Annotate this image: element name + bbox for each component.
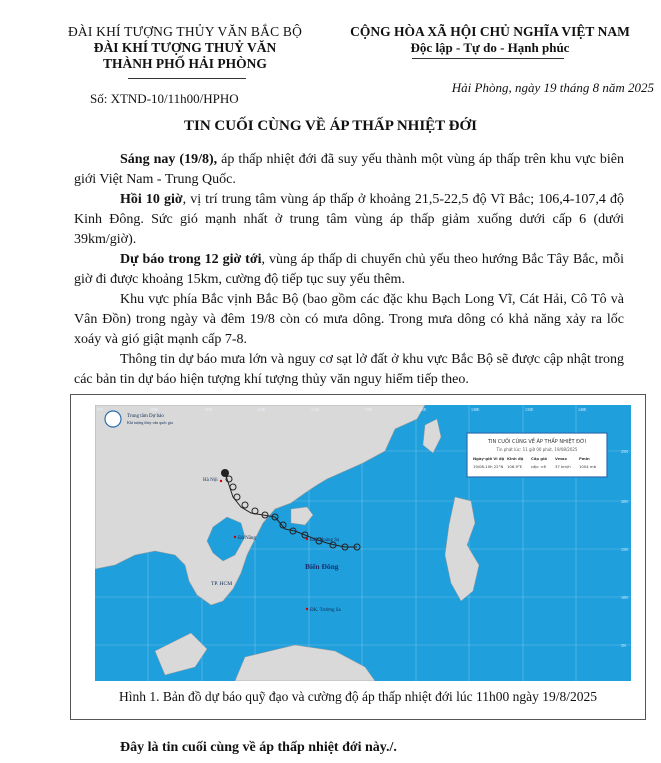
- lat-tick-label: 20N: [621, 499, 628, 504]
- legend-cell: 106.9°E: [507, 464, 523, 469]
- lon-tick-label: 100E: [150, 407, 159, 412]
- paragraph-text: , vị trí trung tâm vùng áp thấp ở khoảng 21,5-22,5 độ Vĩ Bắc; 106,4-107,4 độ Kinh Đông. Sức gió mạnh nhất ở trung tâm vùng áp thấp giảm xuống dưới cấp 6 (dưới 39km/giờ).: [74, 192, 624, 247]
- lon-tick-label: 95E: [97, 407, 104, 412]
- legend-header: Kinh độ: [507, 456, 524, 461]
- issue-date: Hải Phòng, ngày 19 tháng 8 năm 2025: [451, 80, 654, 95]
- island-label: ĐK. Hoàng Sa: [310, 538, 340, 543]
- paragraph: [74, 250, 624, 290]
- forecast-figure: [70, 394, 646, 720]
- paragraph-lead: Hồi 10 giờ: [120, 192, 183, 207]
- motto: Độc lập - Tự do - Hạnh phúc: [410, 40, 570, 55]
- forecast-map: [95, 405, 631, 681]
- legend-title: TIN CUỐI CÙNG VỀ ÁP THẤP NHIỆT ĐỚI: [487, 439, 587, 445]
- paragraph-text: Khu vực phía Bắc vịnh Bắc Bộ (bao gồm các đặc khu Bạch Long Vĩ, Cát Hải, Cô Tô và Vân Đồn) trong ngày và đêm 19/8 còn có mưa dông. Trong mưa dông có khả năng xảy ra lốc xoáy và gió giật mạnh cấp 7-8.: [74, 292, 624, 347]
- paragraph: [74, 190, 624, 250]
- paragraph-text: Thông tin dự báo mưa lớn và nguy cơ sạt lở đất ở khu vực Bắc Bộ sẽ được cập nhật trong các bản tin dự báo hiện tượng khí tượng thủy văn nguy hiểm tiếp theo.: [74, 352, 624, 387]
- document-number: Số: XTND-10/11h00/HPHO: [90, 91, 239, 106]
- lon-tick-label: 130E: [471, 407, 480, 412]
- city-marker-icon: [234, 536, 236, 538]
- legend-box: [467, 433, 607, 477]
- paragraph: [74, 290, 624, 350]
- divider: [412, 58, 564, 59]
- lat-tick-label: 25N: [621, 449, 628, 454]
- lat-tick-label: 10N: [621, 595, 628, 600]
- paragraph-text: áp thấp nhiệt đới đã suy yếu thành một vùng áp thấp trên khu vực biên giới Việt Nam - Trung Quốc.: [74, 152, 624, 187]
- divider: [128, 78, 246, 79]
- legend-header: Vmax: [555, 456, 567, 461]
- legend-header: Cấp gió: [531, 456, 548, 461]
- closing-statement: Đây là tin cuối cùng về áp thấp nhiệt đới này./.: [120, 740, 397, 755]
- city-marker-icon: [220, 480, 222, 482]
- island-marker-icon: [306, 608, 308, 610]
- sea-label: Biển Đông: [305, 562, 339, 571]
- island-marker-icon: [306, 538, 308, 540]
- paragraph-text: , vùng áp thấp di chuyển chủ yếu theo hướng Bắc Tây Bắc, mỗi giờ đi được khoảng 15km, cường độ tiếp tục suy yếu thêm.: [74, 252, 625, 287]
- agency-name: ĐÀI KHÍ TƯỢNG THUỶ VĂN: [93, 40, 277, 55]
- island-label: ĐK. Trường Sa: [310, 608, 341, 613]
- city-label: Đà Nẵng: [238, 536, 256, 541]
- legend-cell: cấp: <6: [531, 464, 546, 469]
- lat-tick-label: 5N: [621, 643, 626, 648]
- city-label: TP. HCM: [211, 581, 233, 587]
- paragraph-lead: Sáng nay (19/8),: [120, 152, 218, 167]
- legend-header: Pmin: [579, 456, 590, 461]
- lon-tick-label: 115E: [311, 407, 320, 412]
- figure-caption: Hình 1. Bản đồ dự báo quỹ đạo và cường độ áp thấp nhiệt đới lúc 11h00 ngày 19/8/2025: [119, 689, 597, 704]
- current-position-icon: [221, 469, 229, 477]
- country-name: CỘNG HÒA XÃ HỘI CHỦ NGHĨA VIỆT NAM: [350, 24, 630, 39]
- logo-subtext: Khí tượng thủy văn quốc gia: [127, 420, 173, 425]
- paragraph: [74, 350, 624, 390]
- legend-issued: Tin phát lúc: 11 giờ 00 phút, 19/08/2025: [496, 447, 578, 452]
- lon-tick-label: 135E: [525, 407, 534, 412]
- agency-logo-icon: [105, 411, 121, 427]
- national-header: [332, 24, 648, 56]
- city-label: Hà Nội: [203, 478, 218, 483]
- legend-header: Ngày-giờ Vĩ độ: [473, 456, 505, 461]
- lon-tick-label: 110E: [257, 407, 266, 412]
- logo-text: Trung tâm Dự báo: [127, 414, 164, 419]
- agency-city: THÀNH PHỐ HẢI PHÒNG: [103, 56, 267, 71]
- paragraph-lead: Dự báo trong 12 giờ tới: [120, 252, 262, 267]
- document-title: TIN CUỐI CÙNG VỀ ÁP THẤP NHIỆT ĐỚI: [184, 118, 477, 134]
- lon-tick-label: 140E: [578, 407, 587, 412]
- body-text: [74, 150, 624, 390]
- agency-header: [40, 24, 330, 72]
- paragraph: [74, 150, 624, 190]
- legend-cell: 19/08-10h 22°N: [473, 464, 504, 469]
- legend-cell: 1004 mb: [579, 464, 596, 469]
- lon-tick-label: 125E: [418, 407, 427, 412]
- agency-parent: ĐÀI KHÍ TƯỢNG THỦY VĂN BẮC BỘ: [67, 24, 303, 39]
- lat-tick-label: 15N: [621, 547, 628, 552]
- lon-tick-label: 120E: [364, 407, 373, 412]
- lon-tick-label: 105E: [204, 407, 213, 412]
- legend-cell: 37 km/h: [555, 464, 571, 469]
